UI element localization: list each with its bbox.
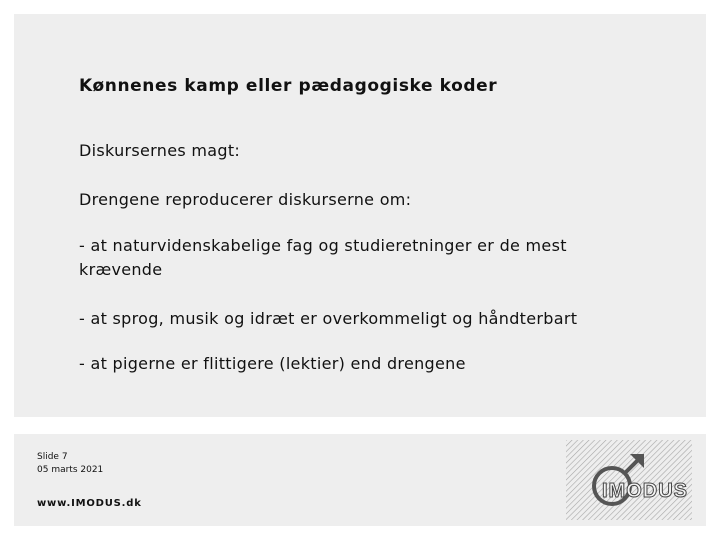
paragraph-intro: Drengene reproducerer diskurserne om:: [79, 190, 412, 209]
bullet-item-1: - at naturvidenskabelige fag og studieretninger er de mest krævende: [79, 236, 567, 279]
website-link[interactable]: www.IMODUS.dk: [37, 498, 142, 509]
slide-date: 05 marts 2021: [37, 465, 104, 475]
bullet-item-3: - at pigerne er flittigere (lektier) end drengene: [79, 354, 466, 373]
slide-number: Slide 7: [37, 452, 68, 462]
logo-graphic: [566, 440, 692, 520]
logo-text: IMODUS: [602, 480, 688, 502]
paragraph-heading: Diskursernes magt:: [79, 141, 241, 160]
slide-title: Kønnenes kamp eller pædagogiske koder: [79, 76, 498, 96]
bullet-item-2: - at sprog, musik og idræt er overkommeligt og håndterbart: [79, 309, 578, 328]
imodus-logo: [566, 440, 692, 520]
